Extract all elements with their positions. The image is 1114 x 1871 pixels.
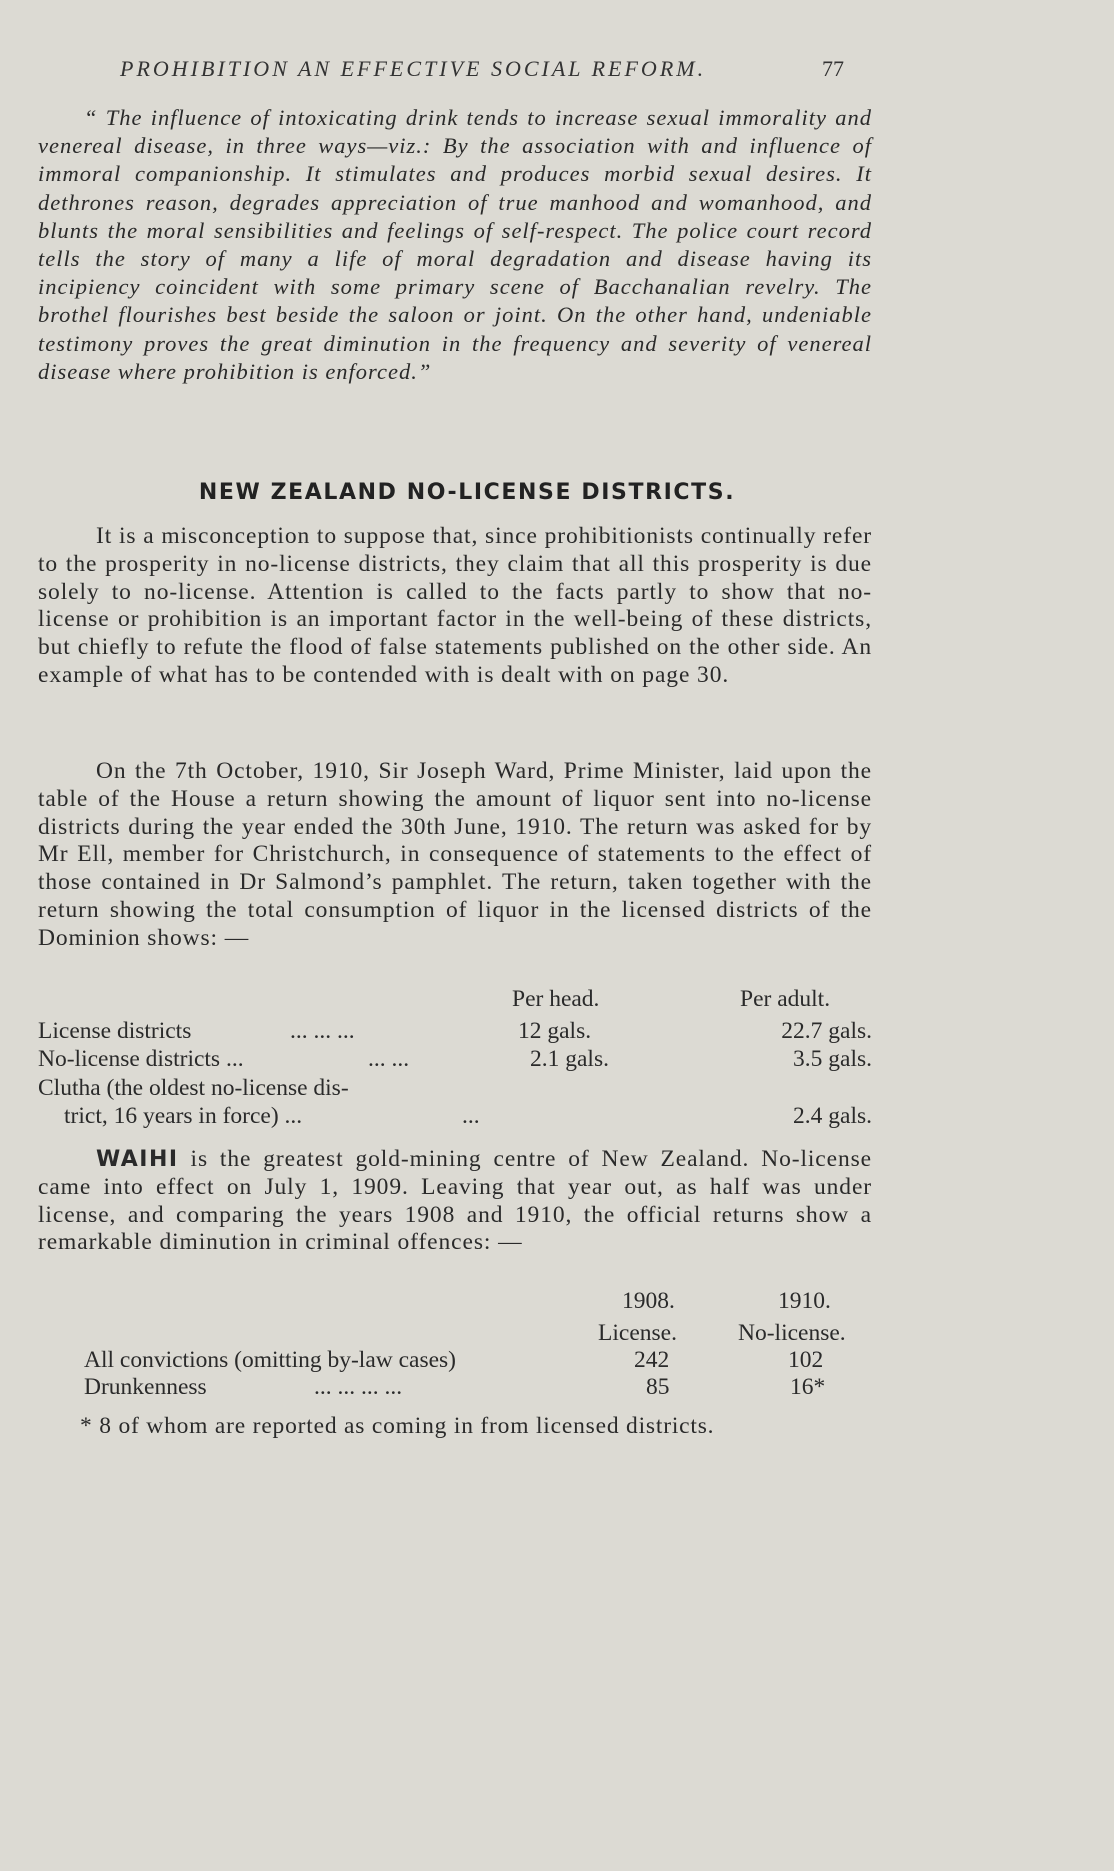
quotation-block: “ The influence of intoxicating drink tends to increase sexual immorality and venereal disease, in three ways—viz.: By the association with and influence of immoral companionship. It stimulates and produces morbid sexual desires. It dethrones reason, degrades appreciation of true manhood and womanhood, and blunts the moral sensibilities and feelings of self-respect. The police court record tells the story of many a life of moral degradation and disease having its incipiency coincident with some primary scene of Bacchanalian revelry. The brothel flourishes best beside the saloon or joint. On the other hand, undeniable testimony proves the great diminution in the frequency and severity of venereal disease where prohibition is enforced.” (38, 105, 872, 384)
row-per-adult: 2.4 gals. (793, 1103, 872, 1129)
row-label: License districts (38, 1018, 192, 1044)
year-1908: 1908. (622, 1288, 675, 1314)
status-license: License. (598, 1320, 677, 1346)
col-head-per-head: Per head. (512, 986, 600, 1012)
row-value-1908: 85 (646, 1374, 670, 1400)
page-header (0, 56, 934, 84)
row-leader: ... (462, 1103, 480, 1129)
year-1910: 1910. (778, 1288, 831, 1314)
row-per-adult: 3.5 gals. (793, 1046, 872, 1072)
row-per-head: 12 gals. (518, 1018, 592, 1044)
paragraph-waihi (38, 1146, 872, 1257)
paragraph-return: On the 7th October, 1910, Sir Joseph Ward, Prime Minister, laid upon the table of the House a return showing the amount of liquor sent into no-license districts during the year ended the 30th June, 1910. The return was asked for by Mr Ell, member for Christchurch, in consequence of statements to the effect of those contained in Dr Salmond’s pamphlet. The return, taken together with the return showing the total consumption of liquor in the licensed districts of the Dominion shows: — (38, 758, 872, 951)
page-number: 77 (822, 56, 844, 81)
row-per-head: 2.1 gals. (530, 1046, 609, 1072)
row-per-adult: 22.7 gals. (781, 1018, 872, 1044)
row-label: All convictions (omitting by-law cases) (84, 1347, 457, 1373)
footnote: * 8 of whom are reported as coming in from licensed districts. (80, 1413, 715, 1439)
row-label: Drunkenness (84, 1374, 207, 1400)
waihi-text: is the greatest gold-mining centre of New Zealand. No-license came into effect on July 1, 1909. Leaving that year out, as half was under license, and comparing the years 1908 and 1910, the official returns show a remarkable diminution in criminal offences: — (38, 1146, 872, 1256)
col-head-per-adult: Per adult. (740, 986, 831, 1012)
row-value-1910: 16* (790, 1374, 826, 1400)
waihi-lead: WAIHI (96, 1147, 179, 1172)
row-label: Clutha (the oldest no-license dis- (38, 1075, 349, 1101)
row-label-continued: trict, 16 years in force) ... (64, 1103, 303, 1129)
section-heading: NEW ZEALAND NO-LICENSE DISTRICTS. (198, 480, 736, 505)
row-label: No-license districts ... (38, 1046, 244, 1072)
status-no-license: No-license. (738, 1320, 846, 1346)
row-leader: ... ... ... (290, 1018, 355, 1044)
consumption-table (0, 986, 934, 1136)
row-leader: ... ... (368, 1046, 410, 1072)
row-value-1910: 102 (788, 1347, 824, 1373)
crime-table (0, 1288, 934, 1408)
paragraph-misconception: It is a misconception to suppose that, since prohibitionists continually refer to the prosperity in no-license districts, they claim that all this prosperity is due solely to no-license. Attention is called to the facts partly to show that no-license or prohibition is an important factor in the well-being of these districts, but chiefly to refute the flood of false statements published on the other side. An example of what has to be contended with is dealt with on page 30. (38, 523, 872, 688)
row-leader: ... ... ... ... (314, 1374, 403, 1400)
running-title: PROHIBITION AN EFFECTIVE SOCIAL REFORM. (120, 56, 707, 81)
row-value-1908: 242 (634, 1347, 670, 1373)
